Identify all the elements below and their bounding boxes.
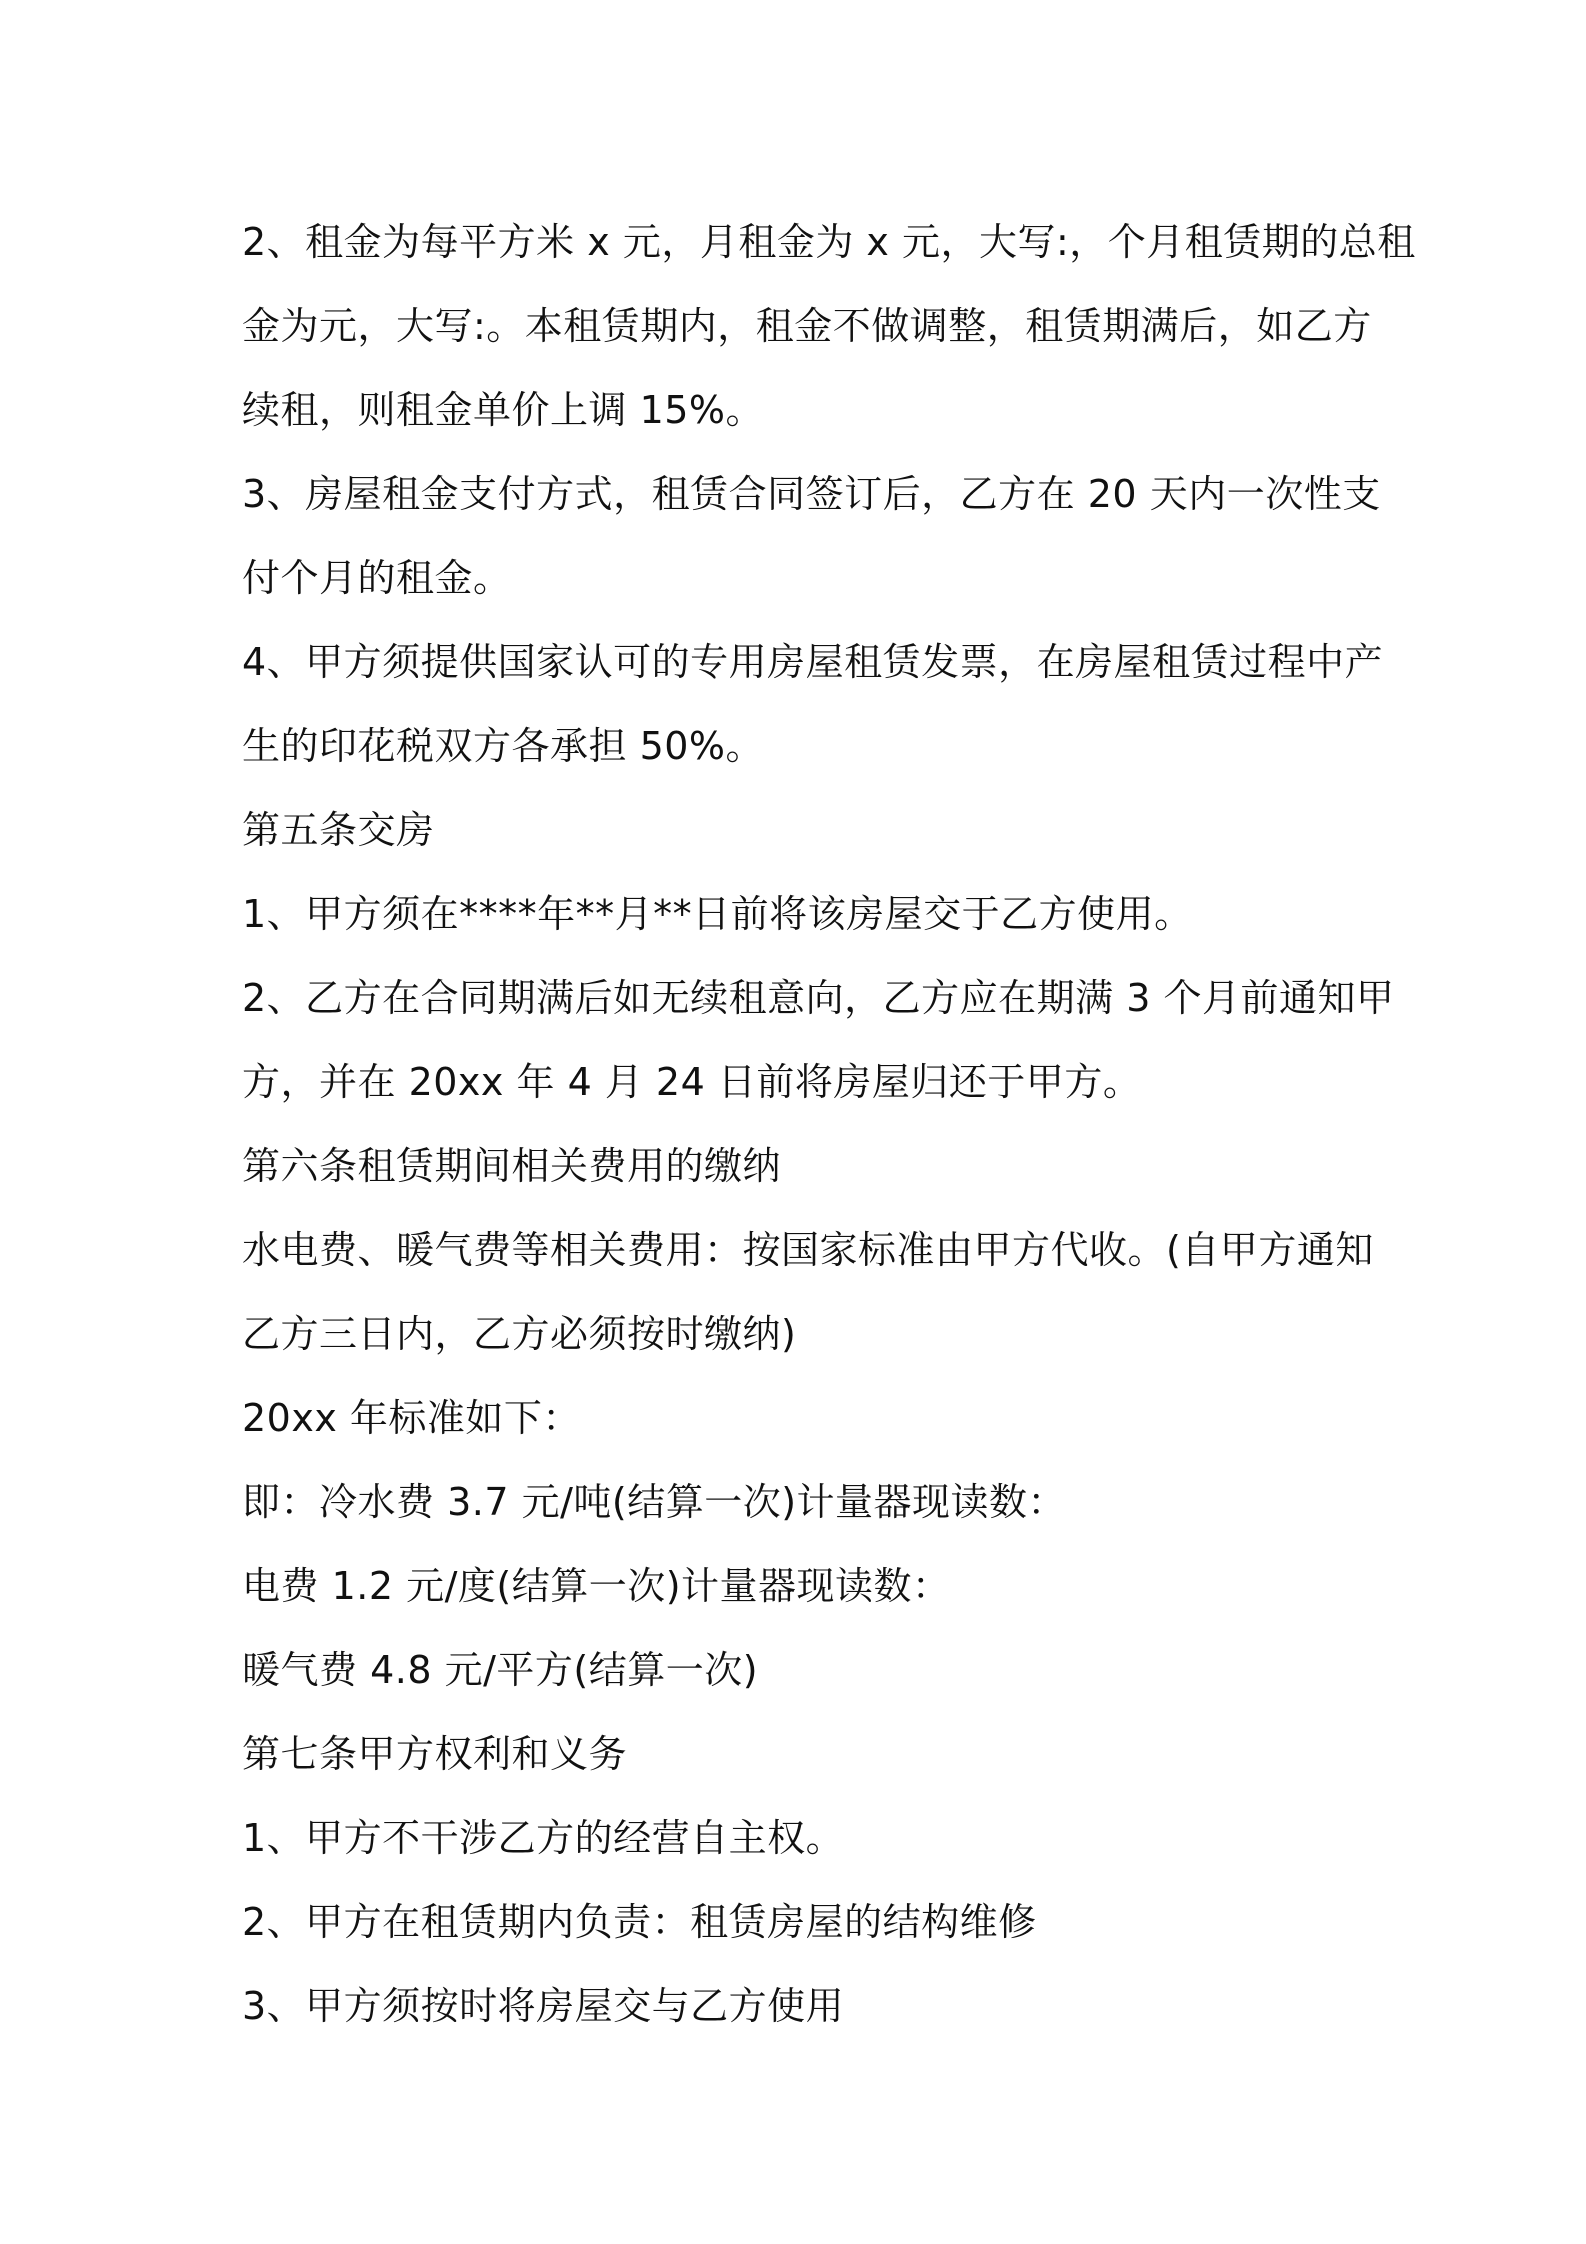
text-line: 乙方三日内，乙方必须按时缴纳) xyxy=(242,1312,797,1356)
text-line: 金为元，大写:。本租赁期内，租金不做调整，租赁期满后，如乙方 xyxy=(242,304,1372,348)
text-line: 水电费、暖气费等相关费用：按国家标准由甲方代收。(自甲方通知 xyxy=(242,1228,1374,1272)
text-line: 3、房屋租金支付方式，租赁合同签订后，乙方在 20 天内一次性支 xyxy=(242,472,1381,516)
text-line: 3、甲方须按时将房屋交与乙方使用 xyxy=(242,1984,845,2028)
text-line: 2、租金为每平方米 x 元，月租金为 x 元，大写:，个月租赁期的总租 xyxy=(242,220,1416,264)
text-line: 2、甲方在租赁期内负责：租赁房屋的结构维修 xyxy=(242,1900,1037,1944)
text-line: 1、甲方不干涉乙方的经营自主权。 xyxy=(242,1816,845,1860)
text-line: 2、乙方在合同期满后如无续租意向，乙方应在期满 3 个月前通知甲 xyxy=(242,976,1395,1020)
text-line: 生的印花税双方各承担 50%。 xyxy=(242,724,765,768)
text-line: 续租，则租金单价上调 15%。 xyxy=(242,388,765,432)
section-heading: 第六条租赁期间相关费用的缴纳 xyxy=(242,1144,782,1188)
document-body xyxy=(242,200,1416,2048)
text-line: 暖气费 4.8 元/平方(结算一次) xyxy=(242,1648,759,1692)
text-line: 即：冷水费 3.7 元/吨(结算一次)计量器现读数： xyxy=(242,1480,1067,1524)
section-heading: 第七条甲方权利和义务 xyxy=(242,1732,628,1776)
text-line: 付个月的租金。 xyxy=(242,556,512,600)
text-line: 4、甲方须提供国家认可的专用房屋租赁发票，在房屋租赁过程中产 xyxy=(242,640,1384,684)
text-line: 1、甲方须在****年**月**日前将该房屋交于乙方使用。 xyxy=(242,892,1193,936)
text-line: 电费 1.2 元/度(结算一次)计量器现读数： xyxy=(242,1564,951,1608)
section-heading: 第五条交房 xyxy=(242,808,435,852)
text-line: 20xx 年标准如下： xyxy=(242,1396,581,1440)
text-line: 方，并在 20xx 年 4 月 24 日前将房屋归还于甲方。 xyxy=(242,1060,1142,1104)
